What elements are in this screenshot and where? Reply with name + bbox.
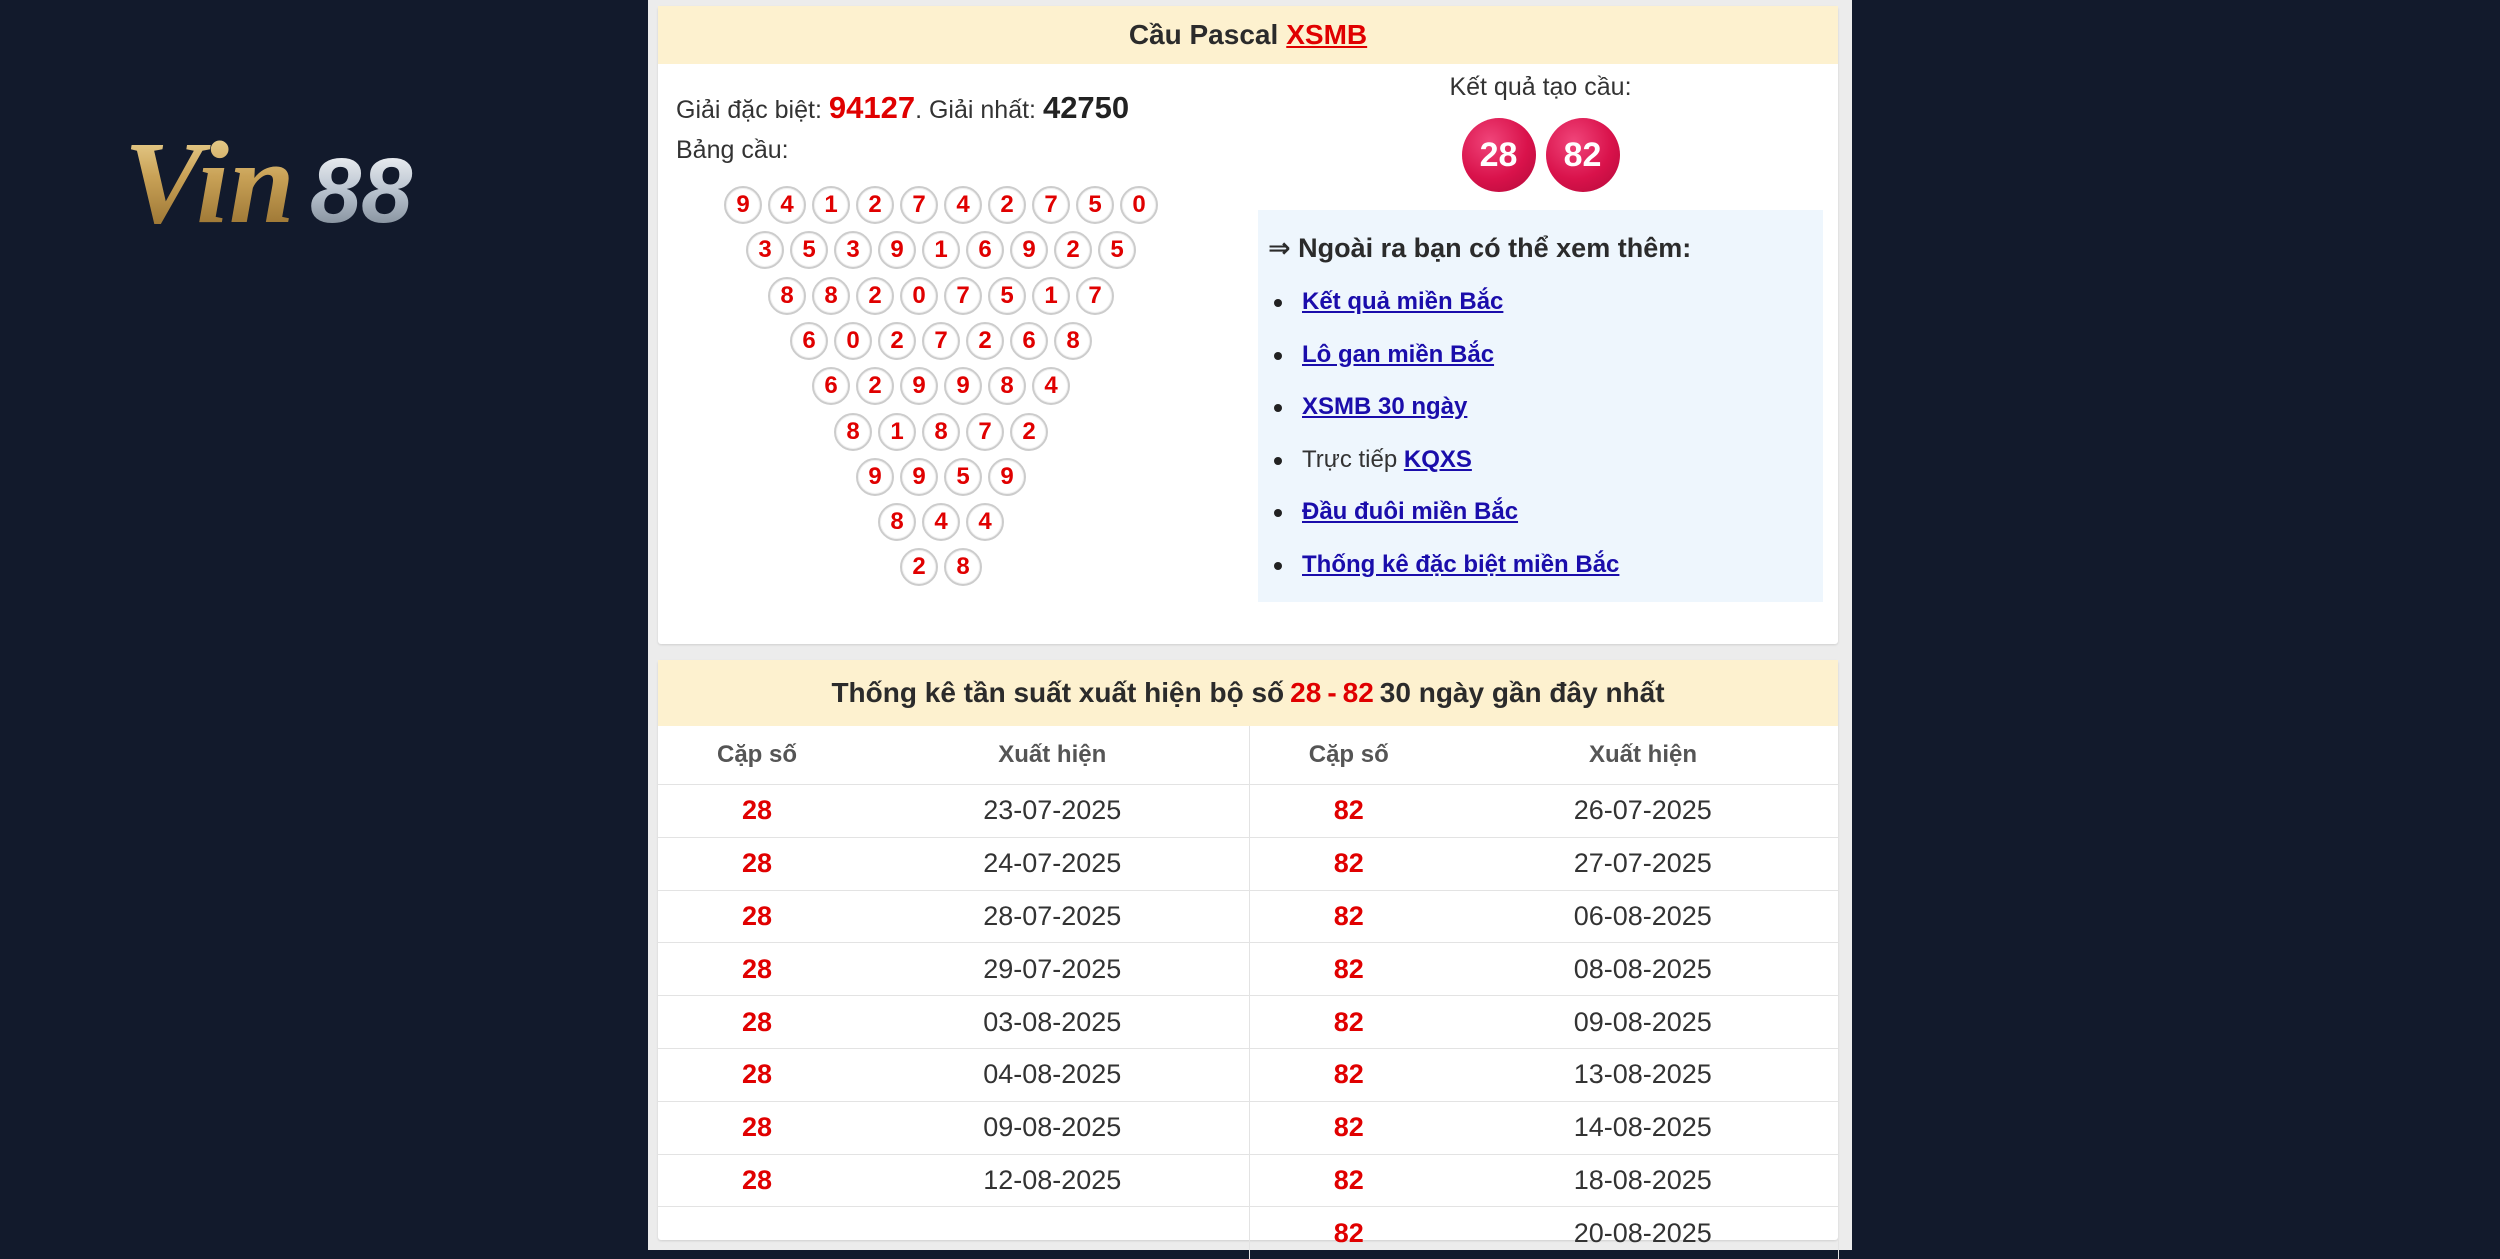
bullet-icon — [1274, 562, 1282, 570]
pascal-ball: 0 — [900, 277, 938, 315]
pair-cell: 82 — [1249, 1154, 1448, 1207]
pascal-ball: 7 — [966, 413, 1004, 451]
pascal-ball: 5 — [1076, 186, 1114, 224]
bullet-icon — [1274, 457, 1282, 465]
date-cell: 09-08-2025 — [856, 1101, 1249, 1154]
date-cell: 24-07-2025 — [856, 837, 1249, 890]
pair-cell: 28 — [658, 785, 856, 838]
prize-line — [676, 86, 1236, 130]
pascal-ball: 4 — [922, 503, 960, 541]
pascal-ball: 0 — [834, 322, 872, 360]
freq-dash: - — [1327, 677, 1336, 709]
date-cell: 06-08-2025 — [1448, 890, 1838, 943]
pascal-ball: 7 — [900, 186, 938, 224]
pascal-ball: 8 — [1054, 322, 1092, 360]
freq-title-before: Thống kê tần suất xuất hiện bộ số — [831, 677, 1284, 709]
pair-cell: 28 — [658, 1101, 856, 1154]
pair-cell: 82 — [1249, 837, 1448, 890]
pair-cell: 82 — [1249, 890, 1448, 943]
date-cell: 26-07-2025 — [1448, 785, 1838, 838]
pascal-ball: 3 — [746, 231, 784, 269]
pair-cell: 82 — [1249, 1207, 1448, 1259]
table-row — [658, 1048, 1838, 1101]
freq-pair-b: 82 — [1343, 677, 1374, 709]
result-label: Kết quả tạo cầu: — [1258, 66, 1823, 108]
frequency-card — [658, 660, 1838, 1240]
date-cell: 12-08-2025 — [856, 1154, 1249, 1207]
pascal-ball: 7 — [1032, 186, 1070, 224]
pascal-title: Cầu Pascal — [1129, 19, 1278, 51]
vin88-logo[interactable] — [122, 118, 482, 234]
pair-cell: 82 — [1249, 1048, 1448, 1101]
pascal-ball: 9 — [900, 458, 938, 496]
pascal-ball: 6 — [790, 322, 828, 360]
result-ball: 82 — [1546, 118, 1620, 192]
main-column — [648, 0, 1852, 1250]
col-header-appear: Xuất hiện — [1448, 726, 1838, 785]
pascal-ball: 3 — [834, 231, 872, 269]
pair-cell: 28 — [658, 1048, 856, 1101]
pascal-ball: 8 — [812, 277, 850, 315]
pascal-ball: 2 — [900, 548, 938, 586]
result-ball: 28 — [1462, 118, 1536, 192]
list-item — [1268, 329, 1823, 382]
date-cell: 14-08-2025 — [1448, 1101, 1838, 1154]
svg-text:Vin: Vin — [124, 118, 295, 234]
pascal-right — [1258, 66, 1823, 602]
pascal-ball: 6 — [1010, 322, 1048, 360]
special-prize-label: Giải đặc biệt: — [676, 96, 822, 124]
svg-text:88: 88 — [310, 140, 413, 234]
table-header-row — [658, 726, 1838, 785]
pascal-ball: 9 — [988, 458, 1026, 496]
pascal-ball: 2 — [1010, 413, 1048, 451]
pair-cell: 28 — [658, 837, 856, 890]
link-dau-duoi-mien-bac[interactable]: Đầu đuôi miền Bắc — [1302, 498, 1518, 525]
list-item — [1268, 486, 1823, 539]
pascal-ball: 5 — [944, 458, 982, 496]
see-more-box — [1258, 210, 1823, 602]
xsmb-link[interactable]: XSMB — [1286, 19, 1367, 51]
pascal-ball: 4 — [944, 186, 982, 224]
pascal-ball: 0 — [1120, 186, 1158, 224]
pascal-ball: 7 — [922, 322, 960, 360]
pascal-ball: 9 — [900, 367, 938, 405]
pascal-ball: 9 — [1010, 231, 1048, 269]
pascal-ball: 1 — [1032, 277, 1070, 315]
pascal-ball: 7 — [944, 277, 982, 315]
pascal-ball: 9 — [944, 367, 982, 405]
pascal-ball: 2 — [988, 186, 1026, 224]
pascal-ball: 8 — [944, 548, 982, 586]
pascal-ball: 2 — [856, 186, 894, 224]
list-item — [1268, 539, 1823, 592]
frequency-table — [658, 726, 1839, 1259]
pascal-ball: 4 — [1032, 367, 1070, 405]
pascal-left — [676, 86, 1236, 170]
pascal-ball: 9 — [856, 458, 894, 496]
date-cell: 23-07-2025 — [856, 785, 1249, 838]
date-cell: 18-08-2025 — [1448, 1154, 1838, 1207]
date-cell: 20-08-2025 — [1448, 1207, 1838, 1259]
first-prize-label: . Giải nhất: — [915, 96, 1036, 124]
result-balls — [1258, 118, 1823, 192]
table-row — [658, 785, 1838, 838]
pascal-ball: 9 — [878, 231, 916, 269]
table-row — [658, 837, 1838, 890]
bullet-icon — [1274, 404, 1282, 412]
pascal-ball: 7 — [1076, 277, 1114, 315]
date-cell: 04-08-2025 — [856, 1048, 1249, 1101]
link-ket-qua-mien-bac[interactable]: Kết quả miền Bắc — [1302, 288, 1503, 315]
date-cell: 28-07-2025 — [856, 890, 1249, 943]
list-item-prefix: Trực tiếp — [1302, 446, 1404, 473]
pascal-ball: 5 — [988, 277, 1026, 315]
link-xsmb-30-ngay[interactable]: XSMB 30 ngày — [1302, 393, 1467, 420]
bullet-icon — [1274, 352, 1282, 360]
list-item — [1268, 381, 1823, 434]
pascal-ball: 5 — [1098, 231, 1136, 269]
pascal-ball: 1 — [922, 231, 960, 269]
date-cell: 03-08-2025 — [856, 996, 1249, 1049]
pascal-ball: 8 — [922, 413, 960, 451]
pair-cell: 28 — [658, 996, 856, 1049]
pair-cell: 82 — [1249, 943, 1448, 996]
bullet-icon — [1274, 299, 1282, 307]
pair-cell — [658, 1207, 856, 1259]
table-row — [658, 996, 1838, 1049]
date-cell: 13-08-2025 — [1448, 1048, 1838, 1101]
pascal-ball: 1 — [878, 413, 916, 451]
col-header-pair: Cặp số — [658, 726, 856, 785]
date-cell: 08-08-2025 — [1448, 943, 1838, 996]
table-row — [658, 890, 1838, 943]
pascal-card-header — [658, 6, 1838, 64]
link-thong-ke-dac-biet[interactable]: Thống kê đặc biệt miền Bắc — [1302, 551, 1619, 578]
first-prize-value: 42750 — [1043, 90, 1129, 125]
pascal-ball: 2 — [1054, 231, 1092, 269]
list-item — [1268, 434, 1823, 487]
pascal-table-label: Bảng cầu: — [676, 130, 1236, 170]
pascal-ball: 2 — [966, 322, 1004, 360]
pair-cell: 28 — [658, 943, 856, 996]
vin88-logo-graphic — [122, 118, 482, 234]
pascal-ball: 4 — [966, 503, 1004, 541]
table-row — [658, 1101, 1838, 1154]
pascal-ball: 8 — [768, 277, 806, 315]
pair-cell: 82 — [1249, 1101, 1448, 1154]
table-row — [658, 1207, 1838, 1259]
table-row — [658, 943, 1838, 996]
freq-pair-a: 28 — [1290, 677, 1321, 709]
date-cell: 09-08-2025 — [1448, 996, 1838, 1049]
frequency-card-header — [658, 660, 1838, 726]
pascal-ball: 8 — [834, 413, 872, 451]
pascal-ball: 9 — [724, 186, 762, 224]
pascal-ball: 4 — [768, 186, 806, 224]
pascal-ball: 2 — [878, 322, 916, 360]
special-prize-value: 94127 — [829, 90, 915, 125]
pascal-ball: 6 — [812, 367, 850, 405]
pascal-ball: 1 — [812, 186, 850, 224]
link-kqxs[interactable]: KQXS — [1404, 446, 1472, 473]
pascal-ball: 2 — [856, 367, 894, 405]
pascal-ball: 8 — [988, 367, 1026, 405]
pascal-triangle — [676, 186, 1236, 606]
date-cell: 29-07-2025 — [856, 943, 1249, 996]
pascal-ball: 5 — [790, 231, 828, 269]
frequency-table-body — [658, 785, 1838, 1259]
link-lo-gan-mien-bac[interactable]: Lô gan miền Bắc — [1302, 341, 1494, 368]
pascal-ball: 2 — [856, 277, 894, 315]
see-more-title: ⇒ Ngoài ra bạn có thể xem thêm: — [1268, 228, 1823, 268]
date-cell: 27-07-2025 — [1448, 837, 1838, 890]
pair-cell: 28 — [658, 890, 856, 943]
pair-cell: 82 — [1249, 785, 1448, 838]
list-item — [1268, 276, 1823, 329]
pascal-card — [658, 6, 1838, 644]
table-row — [658, 1154, 1838, 1207]
date-cell — [856, 1207, 1249, 1259]
bullet-icon — [1274, 509, 1282, 517]
pair-cell: 82 — [1249, 996, 1448, 1049]
see-more-list — [1268, 276, 1823, 591]
freq-title-after: 30 ngày gần đây nhất — [1380, 677, 1665, 709]
col-header-appear: Xuất hiện — [856, 726, 1249, 785]
col-header-pair: Cặp số — [1249, 726, 1448, 785]
pair-cell: 28 — [658, 1154, 856, 1207]
pascal-ball: 6 — [966, 231, 1004, 269]
pascal-ball: 8 — [878, 503, 916, 541]
